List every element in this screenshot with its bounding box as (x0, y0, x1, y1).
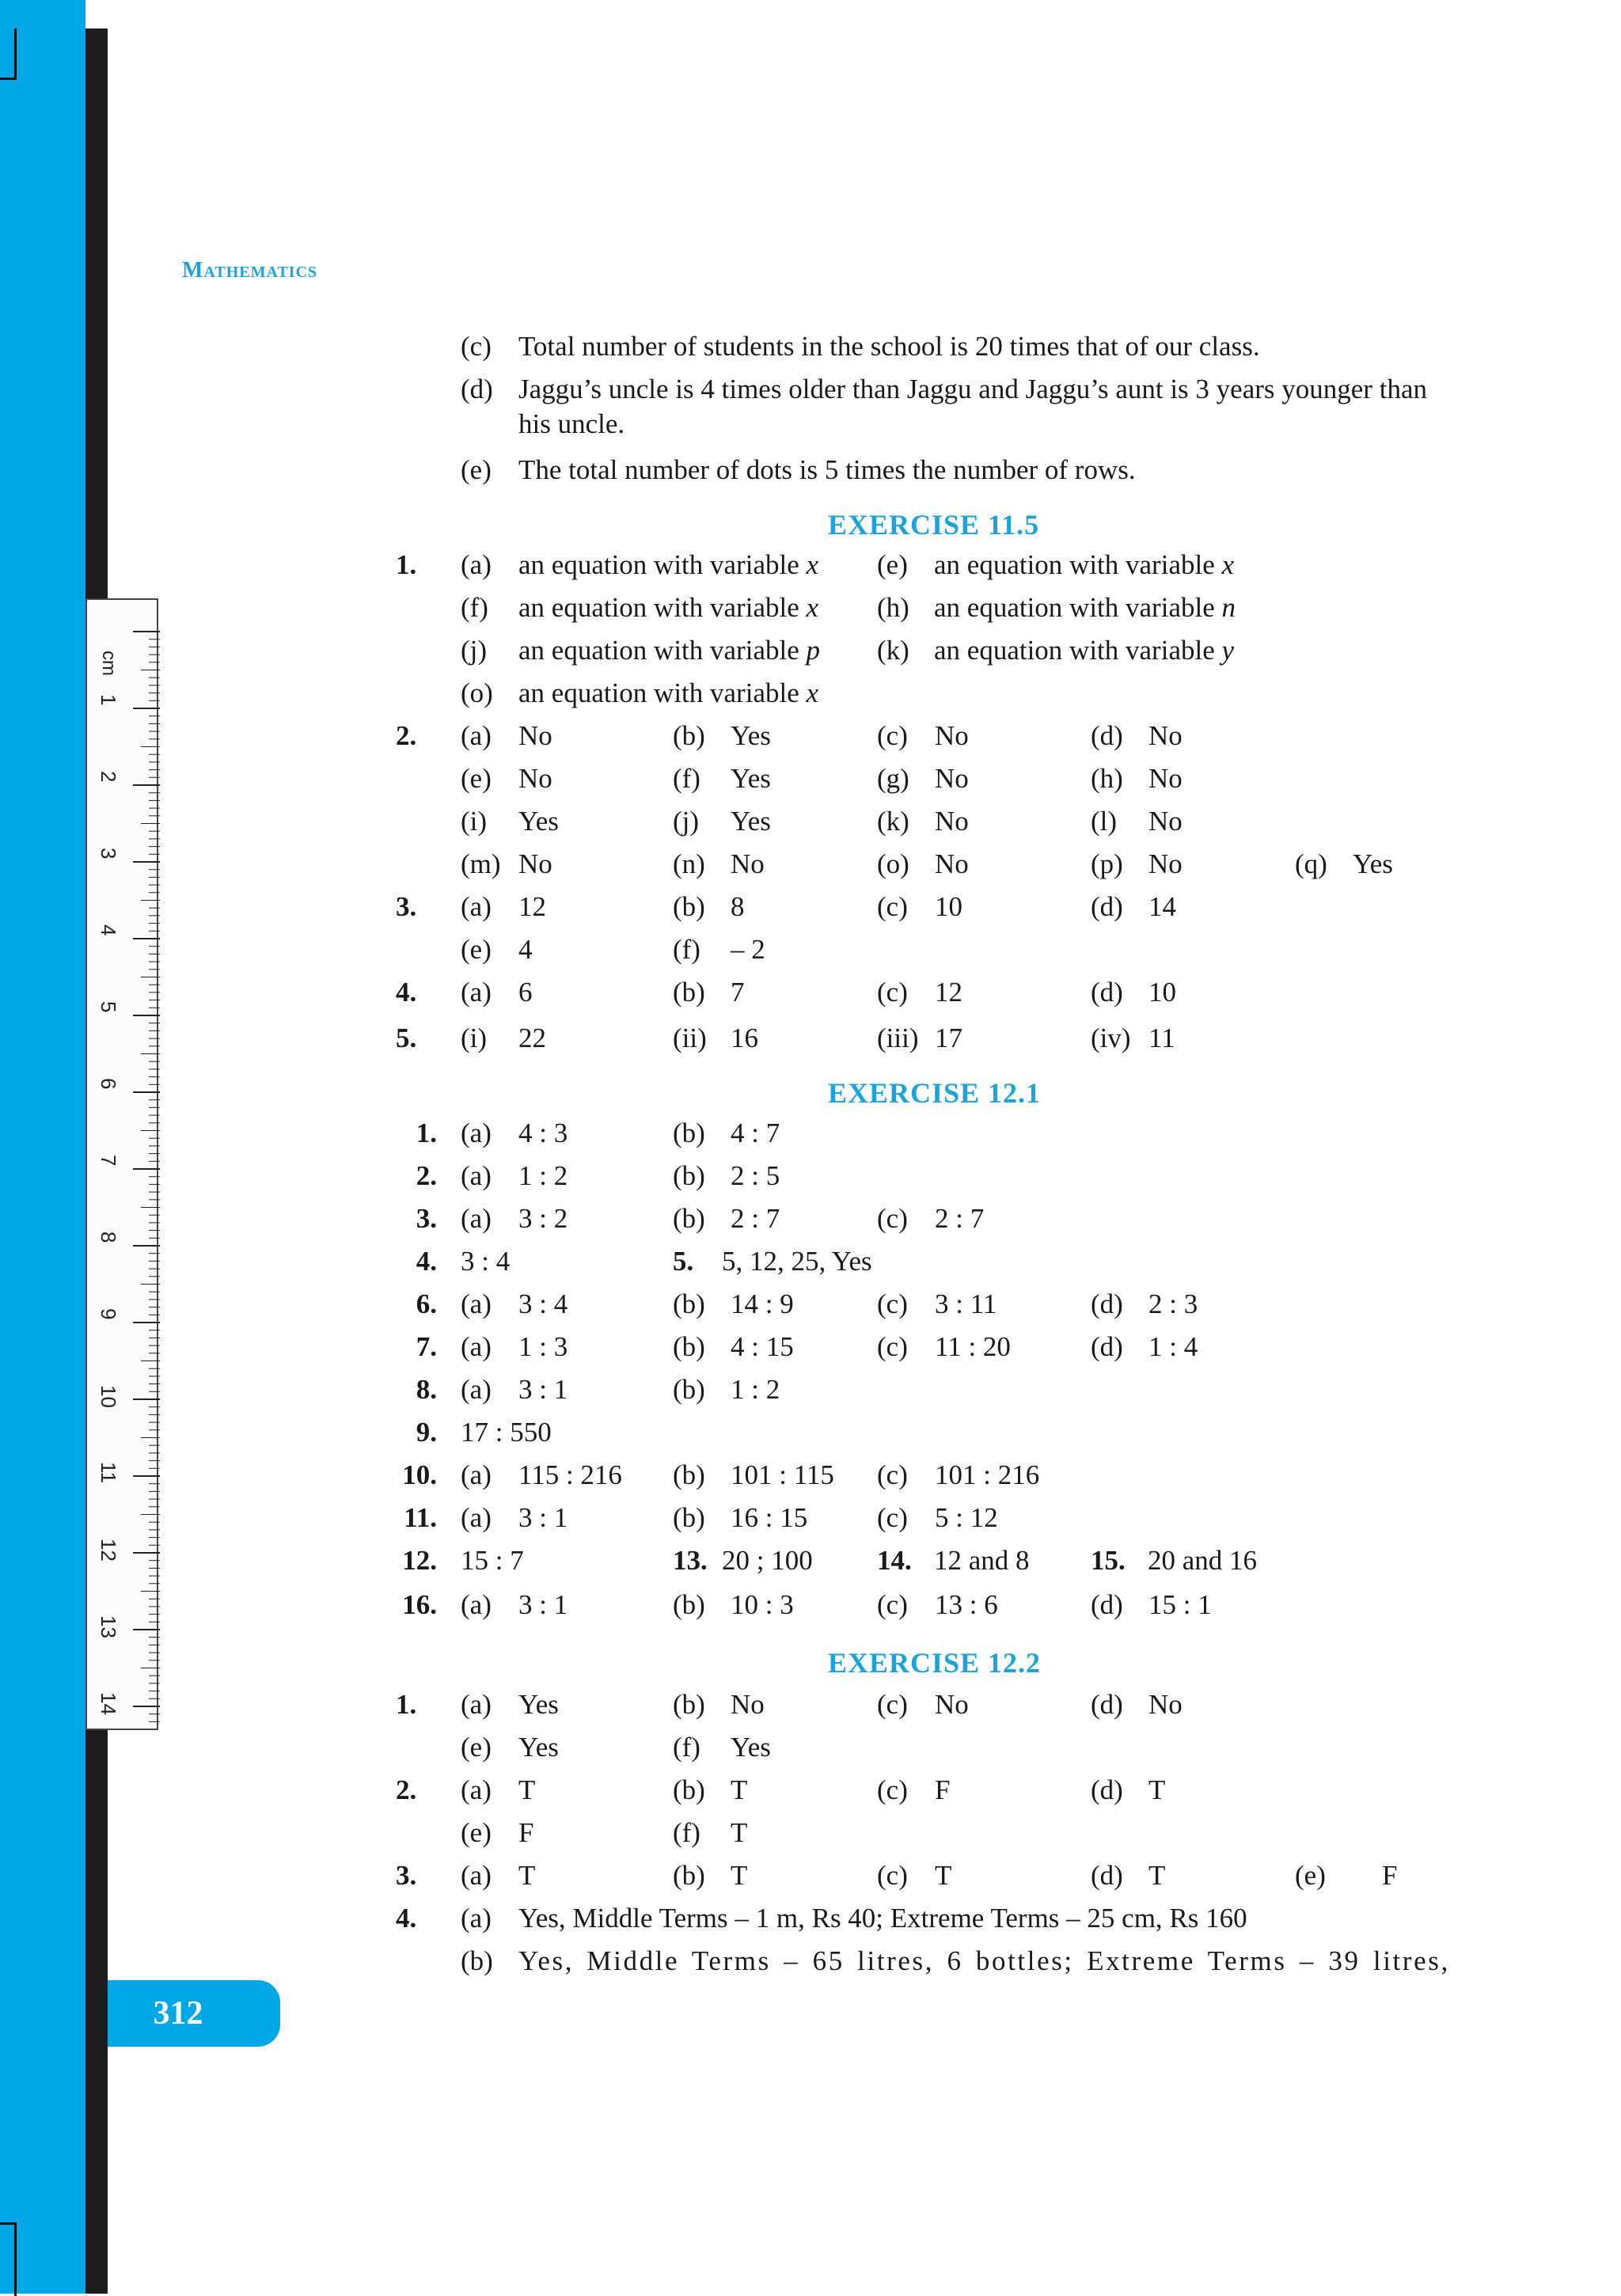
question-number: 6. (416, 1288, 437, 1319)
item-value: No (518, 763, 552, 794)
item-label: (d) (1091, 1589, 1123, 1620)
item-value: 12 (935, 977, 962, 1008)
ruler-number: 2 (97, 771, 120, 783)
item-text: Yes, Middle Terms – 1 m, Rs 40; Extreme Terms – 25 cm, Rs 160 (518, 1903, 1247, 1934)
question-number: 7. (416, 1331, 437, 1362)
item-value: 13 : 6 (935, 1589, 998, 1620)
item-value: 10 (1148, 977, 1176, 1008)
item-value: T (1148, 1774, 1166, 1805)
item-label: (k) (877, 635, 909, 666)
item-label: (c) (877, 891, 908, 922)
item-label: (e) (461, 454, 492, 485)
question-number: 9. (416, 1417, 437, 1448)
item-text: an equation with variable n (934, 592, 1236, 623)
ruler-number: 8 (97, 1231, 120, 1243)
item-label: (iii) (877, 1023, 919, 1053)
item-text: an equation with variable x (518, 549, 819, 580)
item-label: (q) (1295, 848, 1327, 879)
question-number: 12. (402, 1545, 437, 1576)
item-text: an equation with variable x (518, 592, 819, 623)
item-value: 3 : 2 (518, 1203, 568, 1234)
item-label: (g) (877, 763, 909, 794)
item-label: (b) (673, 1374, 705, 1405)
item-label: (c) (877, 1589, 908, 1620)
item-label: (m) (461, 848, 501, 879)
item-value: 3 : 4 (518, 1288, 568, 1319)
item-label: (d) (1091, 891, 1123, 922)
question-number: 3. (416, 1203, 437, 1234)
item-value: 1 : 2 (518, 1160, 568, 1191)
item-value: No (1148, 763, 1183, 794)
item-value: 5, 12, 25, Yes (722, 1246, 872, 1277)
item-value: 115 : 216 (518, 1459, 622, 1490)
item-label: (b) (673, 1331, 705, 1362)
item-label: (iv) (1091, 1023, 1131, 1053)
item-value: – 2 (731, 934, 765, 965)
item-value: 2 : 7 (935, 1203, 985, 1234)
item-label: (b) (673, 977, 705, 1008)
item-value: T (518, 1774, 536, 1805)
item-value: No (1148, 848, 1183, 879)
item-value: F (518, 1817, 534, 1848)
item-label: (a) (461, 1774, 492, 1805)
item-text: Yes, Middle Terms – 65 litres, 6 bottles; Extreme Terms – 39 litres, (518, 1945, 1450, 1976)
item-value: 1 : 4 (1148, 1331, 1198, 1362)
crop-mark-bottom (0, 2222, 17, 2296)
item-label: (b) (673, 1589, 705, 1620)
item-value: 12 (518, 891, 546, 922)
question-number: 2. (416, 1160, 437, 1191)
item-value: 4 : 15 (731, 1331, 794, 1362)
item-text: an equation with variable x (934, 549, 1235, 580)
item-value: 3 : 11 (935, 1288, 997, 1319)
question-number: 5. (673, 1246, 694, 1277)
item-value: 14 (1148, 891, 1176, 922)
item-value: T (731, 1860, 748, 1891)
item-value: 10 (935, 891, 962, 922)
ruler-number: 7 (97, 1155, 120, 1167)
item-label: (e) (461, 763, 492, 794)
item-value: 20 and 16 (1148, 1545, 1258, 1576)
item-value: 16 : 15 (731, 1502, 808, 1533)
question-number: 15. (1091, 1545, 1126, 1576)
exercise-heading: EXERCISE 12.1 (828, 1077, 1042, 1109)
question-number: 2. (396, 1774, 417, 1805)
item-label: (b) (673, 1774, 705, 1805)
item-value: No (935, 848, 969, 879)
item-label: (b) (461, 1945, 493, 1976)
item-label: (d) (1091, 977, 1123, 1008)
item-value: No (935, 720, 969, 751)
item-label: (b) (673, 1288, 705, 1319)
item-value: 17 (935, 1023, 962, 1053)
exercise-heading: EXERCISE 12.2 (828, 1647, 1042, 1679)
item-value: 1 : 3 (518, 1331, 568, 1362)
item-value: Yes (731, 1732, 771, 1763)
question-number: 16. (402, 1589, 437, 1620)
item-label: (e) (461, 1732, 492, 1763)
item-value: 1 : 2 (731, 1374, 780, 1405)
item-value: T (518, 1860, 536, 1891)
item-value: 101 : 216 (935, 1459, 1040, 1490)
item-label: (d) (1091, 1860, 1123, 1891)
item-label: (a) (461, 977, 492, 1008)
item-label: (a) (461, 1689, 492, 1720)
ruler-unit-label: cm (98, 651, 120, 676)
item-value: 10 : 3 (731, 1589, 794, 1620)
item-label: (a) (461, 1331, 492, 1362)
item-value: 17 : 550 (461, 1417, 552, 1448)
item-label: (b) (673, 1118, 705, 1148)
ruler-number: 13 (97, 1615, 120, 1638)
item-value: Yes (518, 806, 559, 837)
item-label: (a) (461, 1288, 492, 1319)
item-label: (f) (673, 1732, 700, 1763)
item-label: (b) (673, 1860, 705, 1891)
item-label: (c) (877, 1774, 908, 1805)
item-value: No (1148, 1689, 1183, 1720)
item-label: (b) (673, 1689, 705, 1720)
item-label: (a) (461, 1903, 492, 1934)
item-label: (b) (673, 1502, 705, 1533)
item-text: an equation with variable p (518, 635, 820, 666)
item-label: (p) (1091, 848, 1123, 879)
item-value: 11 : 20 (935, 1331, 1011, 1362)
item-value: 16 (731, 1023, 758, 1053)
item-value: No (935, 806, 969, 837)
item-value: Yes (731, 763, 771, 794)
item-label: (f) (673, 934, 700, 965)
item-label: (c) (877, 1459, 908, 1490)
item-label: (d) (1091, 1288, 1123, 1319)
item-label: (a) (461, 891, 492, 922)
item-value: 20 ; 100 (722, 1545, 813, 1576)
item-label: (i) (461, 806, 488, 837)
item-text: The total number of dots is 5 times the number of rows. (518, 454, 1136, 485)
item-label: (f) (673, 1817, 700, 1848)
item-value: F (1382, 1860, 1398, 1891)
item-label: (a) (461, 720, 492, 751)
ruler-number: 3 (97, 848, 120, 860)
crop-mark-top (0, 28, 17, 80)
item-label: (b) (673, 1459, 705, 1490)
item-value: 7 (731, 977, 745, 1008)
item-label: (i) (461, 1023, 488, 1053)
item-text: an equation with variable x (518, 677, 819, 708)
item-value: 5 : 12 (935, 1502, 998, 1533)
item-value: T (731, 1774, 748, 1805)
item-value: 2 : 7 (731, 1203, 780, 1234)
question-number: 3. (396, 1860, 417, 1891)
question-number: 3. (396, 891, 417, 922)
item-label: (e) (461, 1817, 492, 1848)
item-value: 15 : 1 (1148, 1589, 1212, 1620)
item-label: (o) (461, 677, 493, 708)
item-label: (h) (1091, 763, 1123, 794)
item-label: (e) (877, 549, 908, 580)
item-label: (c) (877, 1288, 908, 1319)
ruler (85, 598, 158, 1730)
item-label: (a) (461, 549, 492, 580)
item-text: an equation with variable y (934, 635, 1235, 666)
item-label: (d) (1091, 1331, 1123, 1362)
item-label: (a) (461, 1860, 492, 1891)
item-label: (b) (673, 1203, 705, 1234)
item-value: Yes (731, 720, 771, 751)
item-label: (d) (1091, 720, 1123, 751)
item-label: (a) (461, 1502, 492, 1533)
ruler-number: 4 (97, 924, 120, 936)
item-label: (a) (461, 1118, 492, 1148)
item-label: (b) (673, 1160, 705, 1191)
item-value: T (1148, 1860, 1166, 1891)
item-value: Yes (518, 1732, 559, 1763)
item-label: (a) (461, 1160, 492, 1191)
item-value: Yes (518, 1689, 559, 1720)
item-text: Jaggu’s uncle is 4 times older than Jaggu and Jaggu’s aunt is 3 years younger than (518, 374, 1427, 404)
ruler-number: 12 (97, 1539, 120, 1562)
item-label: (b) (673, 891, 705, 922)
question-number: 14. (877, 1545, 912, 1576)
item-value: 11 (1148, 1023, 1175, 1053)
ruler-number: 5 (97, 1001, 120, 1013)
item-label: (j) (461, 635, 488, 666)
item-value: T (935, 1860, 952, 1891)
exercise-heading: EXERCISE 11.5 (828, 509, 1040, 541)
ruler-number: 6 (97, 1078, 120, 1090)
item-value: No (1148, 806, 1183, 837)
item-label: (d) (461, 374, 493, 404)
ruler-number: 1 (97, 694, 120, 706)
item-label: (c) (877, 977, 908, 1008)
item-value: No (518, 848, 552, 879)
item-value: No (935, 763, 969, 794)
item-text: Total number of students in the school is 20 times that of our class. (518, 331, 1260, 362)
item-value: No (731, 848, 765, 879)
item-label: (c) (461, 331, 492, 362)
item-label: (c) (877, 1689, 908, 1720)
item-label: (e) (461, 934, 492, 965)
item-label: (f) (461, 592, 488, 623)
item-value: No (731, 1689, 765, 1720)
item-value: 2 : 3 (1148, 1288, 1198, 1319)
item-value: 6 (518, 977, 533, 1008)
running-header: Mathematics (182, 258, 318, 283)
item-label: (l) (1091, 806, 1118, 837)
item-label: (n) (673, 848, 705, 879)
question-number: 4. (396, 977, 417, 1008)
question-number: 1. (396, 549, 417, 580)
item-label: (o) (877, 848, 909, 879)
item-value: 15 : 7 (461, 1545, 524, 1576)
item-label: (j) (673, 806, 700, 837)
item-label: (d) (1091, 1689, 1123, 1720)
item-label: (c) (877, 1203, 908, 1234)
item-value: F (935, 1774, 951, 1805)
question-number: 8. (416, 1374, 437, 1405)
item-value: 12 and 8 (934, 1545, 1030, 1576)
item-label: (d) (1091, 1774, 1123, 1805)
item-value: No (935, 1689, 969, 1720)
ruler-number: 11 (97, 1462, 120, 1483)
item-label: (h) (877, 592, 909, 623)
question-number: 4. (396, 1903, 417, 1934)
ruler-scale (87, 600, 160, 1732)
item-value: No (1148, 720, 1183, 751)
item-value: Yes (731, 806, 771, 837)
item-label: (ii) (673, 1023, 707, 1053)
item-value: 3 : 1 (518, 1589, 568, 1620)
item-value: 4 : 7 (731, 1118, 780, 1148)
item-label: (b) (673, 720, 705, 751)
item-label: (c) (877, 720, 908, 751)
item-label: (c) (877, 1331, 908, 1362)
item-value: 8 (731, 891, 745, 922)
item-value: 3 : 1 (518, 1374, 568, 1405)
item-label: (a) (461, 1374, 492, 1405)
item-value: 101 : 115 (731, 1459, 834, 1490)
question-number: 11. (404, 1502, 437, 1533)
question-number: 4. (416, 1246, 437, 1277)
item-value: Yes (1353, 848, 1393, 879)
item-value: 4 : 3 (518, 1118, 568, 1148)
item-value: 3 : 1 (518, 1502, 568, 1533)
question-number: 2. (396, 720, 417, 751)
item-label: (a) (461, 1589, 492, 1620)
item-label: (a) (461, 1459, 492, 1490)
question-number: 1. (396, 1689, 417, 1720)
item-label: (k) (877, 806, 909, 837)
item-value: 14 : 9 (731, 1288, 794, 1319)
item-value: T (731, 1817, 748, 1848)
item-value: 2 : 5 (731, 1160, 780, 1191)
ruler-number: 10 (97, 1385, 120, 1408)
question-number: 5. (396, 1023, 417, 1053)
item-value: 22 (518, 1023, 546, 1053)
question-number: 1. (416, 1118, 437, 1148)
item-label: (a) (461, 1203, 492, 1234)
item-value: No (518, 720, 552, 751)
ruler-number: 14 (97, 1692, 120, 1715)
question-number: 10. (402, 1459, 437, 1490)
question-number: 13. (673, 1545, 708, 1576)
item-value: 3 : 4 (461, 1246, 511, 1277)
item-label: (f) (673, 763, 700, 794)
item-label: (e) (1295, 1860, 1326, 1891)
ruler-number: 9 (97, 1308, 120, 1320)
item-label: (c) (877, 1860, 908, 1891)
item-text: his uncle. (518, 408, 625, 439)
item-value: 4 (518, 934, 533, 965)
item-label: (c) (877, 1502, 908, 1533)
left-margin-band (0, 0, 85, 2294)
page-number: 312 (108, 1980, 280, 2047)
